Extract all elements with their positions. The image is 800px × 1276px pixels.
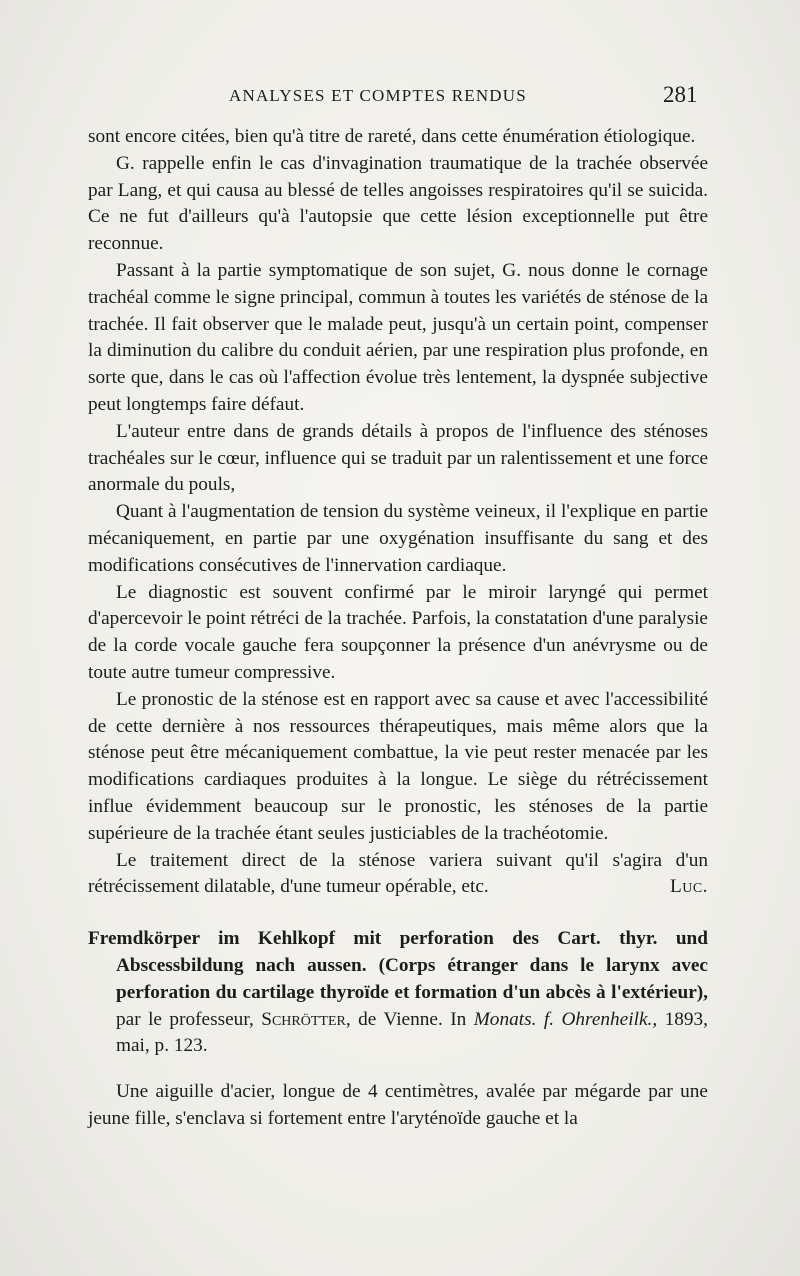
- reference-date: 1893, mai, p. 123.: [116, 1008, 708, 1057]
- paragraph-invagination: G. rappelle enfin le cas d'invagination traumatique de la trachée observée par Lang, et qui causa au blessé de telles angoisses respiratoires qu'il se suicida. Ce ne fut d'ailleurs qu'à l'autopsie que cette lésion exceptionnelle put être reconnue.: [88, 152, 708, 255]
- paragraph-venous-tension: Quant à l'augmentation de tension du système veineux, il l'explique en partie mécaniquement, en partie par une oxygénation insuffisante du sang et des modifications consécutives de l'innervation cardiaque.: [88, 501, 708, 576]
- reference-place: de Vienne. In: [358, 1008, 467, 1030]
- paragraph-foreign-body: Une aiguille d'acier, longue de 4 centimètres, avalée par mégarde par une jeune fille, s'enclava si fortement entre l'aryténoïde gauche et la: [88, 1081, 708, 1129]
- paragraph-continuation: sont encore citées, bien qu'à titre de rareté, dans cette énumération étiologique.: [88, 126, 696, 147]
- paragraph-heart: L'auteur entre dans de grands détails à propos de l'influence des sténoses trachéales sur le cœur, influence qui se traduit par un ralentissement et une force anormale du pouls,: [88, 420, 708, 496]
- paragraph-diagnosis: Le diagnostic est souvent confirmé par le miroir laryngé qui permet d'apercevoir le point rétréci de la trachée. Parfois, la constatation d'une paralysie de la corde vocale gauche fera soupçonner la présence d'un anévrysme ou de toute autre tumeur compressive.: [88, 581, 708, 683]
- reference-by: par le professeur,: [116, 1008, 254, 1030]
- paragraph-prognosis: Le pronostic de la sténose est en rapport avec sa cause et avec l'accessibilité de cette dernière à nos ressources thérapeutiques, mais même alors que la sténose peut être mécaniquement combattue, la vie peut rester menacée par les modifications cardiaques produites à la longue. Le siège du rétrécissement influe évidemment beaucoup sur le pronostic, les sténoses de la partie supérieure de la trachée étant seules justiciables de la trachéotomie.: [88, 688, 708, 844]
- paragraph-treatment: [88, 848, 708, 902]
- article-body: [88, 124, 708, 1133]
- running-header: [0, 82, 800, 112]
- treatment-text: Le traitement direct de la sténose variera suivant qu'il s'agira d'un rétrécissement dilatable, d'une tumeur opérable, etc.: [88, 849, 708, 898]
- reference-journal: Monats. f. Ohrenheilk.,: [473, 1008, 658, 1030]
- paragraph-symptoms: Passant à la partie symptomatique de son sujet, G. nous donne le cornage trachéal comme le signe principal, commun à toutes les variétés de sténose de la trachée. Il fait observer que le malade peut, jusqu'à un certain point, compenser la diminution du calibre du conduit aérien, par une respiration plus profonde, en sorte que, dans le cas où l'affection évolue très lentement, la dyspnée subjective peut longtemps faire défaut.: [88, 259, 708, 415]
- reference-author: Schrötter,: [261, 1008, 351, 1030]
- reference-title: Fremdkörper im Kehlkopf mit perforation des Cart. thyr. und Abscessbildung nach aussen. (Corps étranger dans le larynx avec perforation du cartilage thyroïde et formation d'un abcès à l'extérieur),: [88, 928, 708, 1003]
- author-signature: Luc.: [669, 876, 708, 898]
- page-number: 281: [663, 82, 698, 107]
- running-title: ANALYSES ET COMPTES RENDUS: [229, 86, 527, 105]
- bibliographic-reference: [88, 926, 708, 1060]
